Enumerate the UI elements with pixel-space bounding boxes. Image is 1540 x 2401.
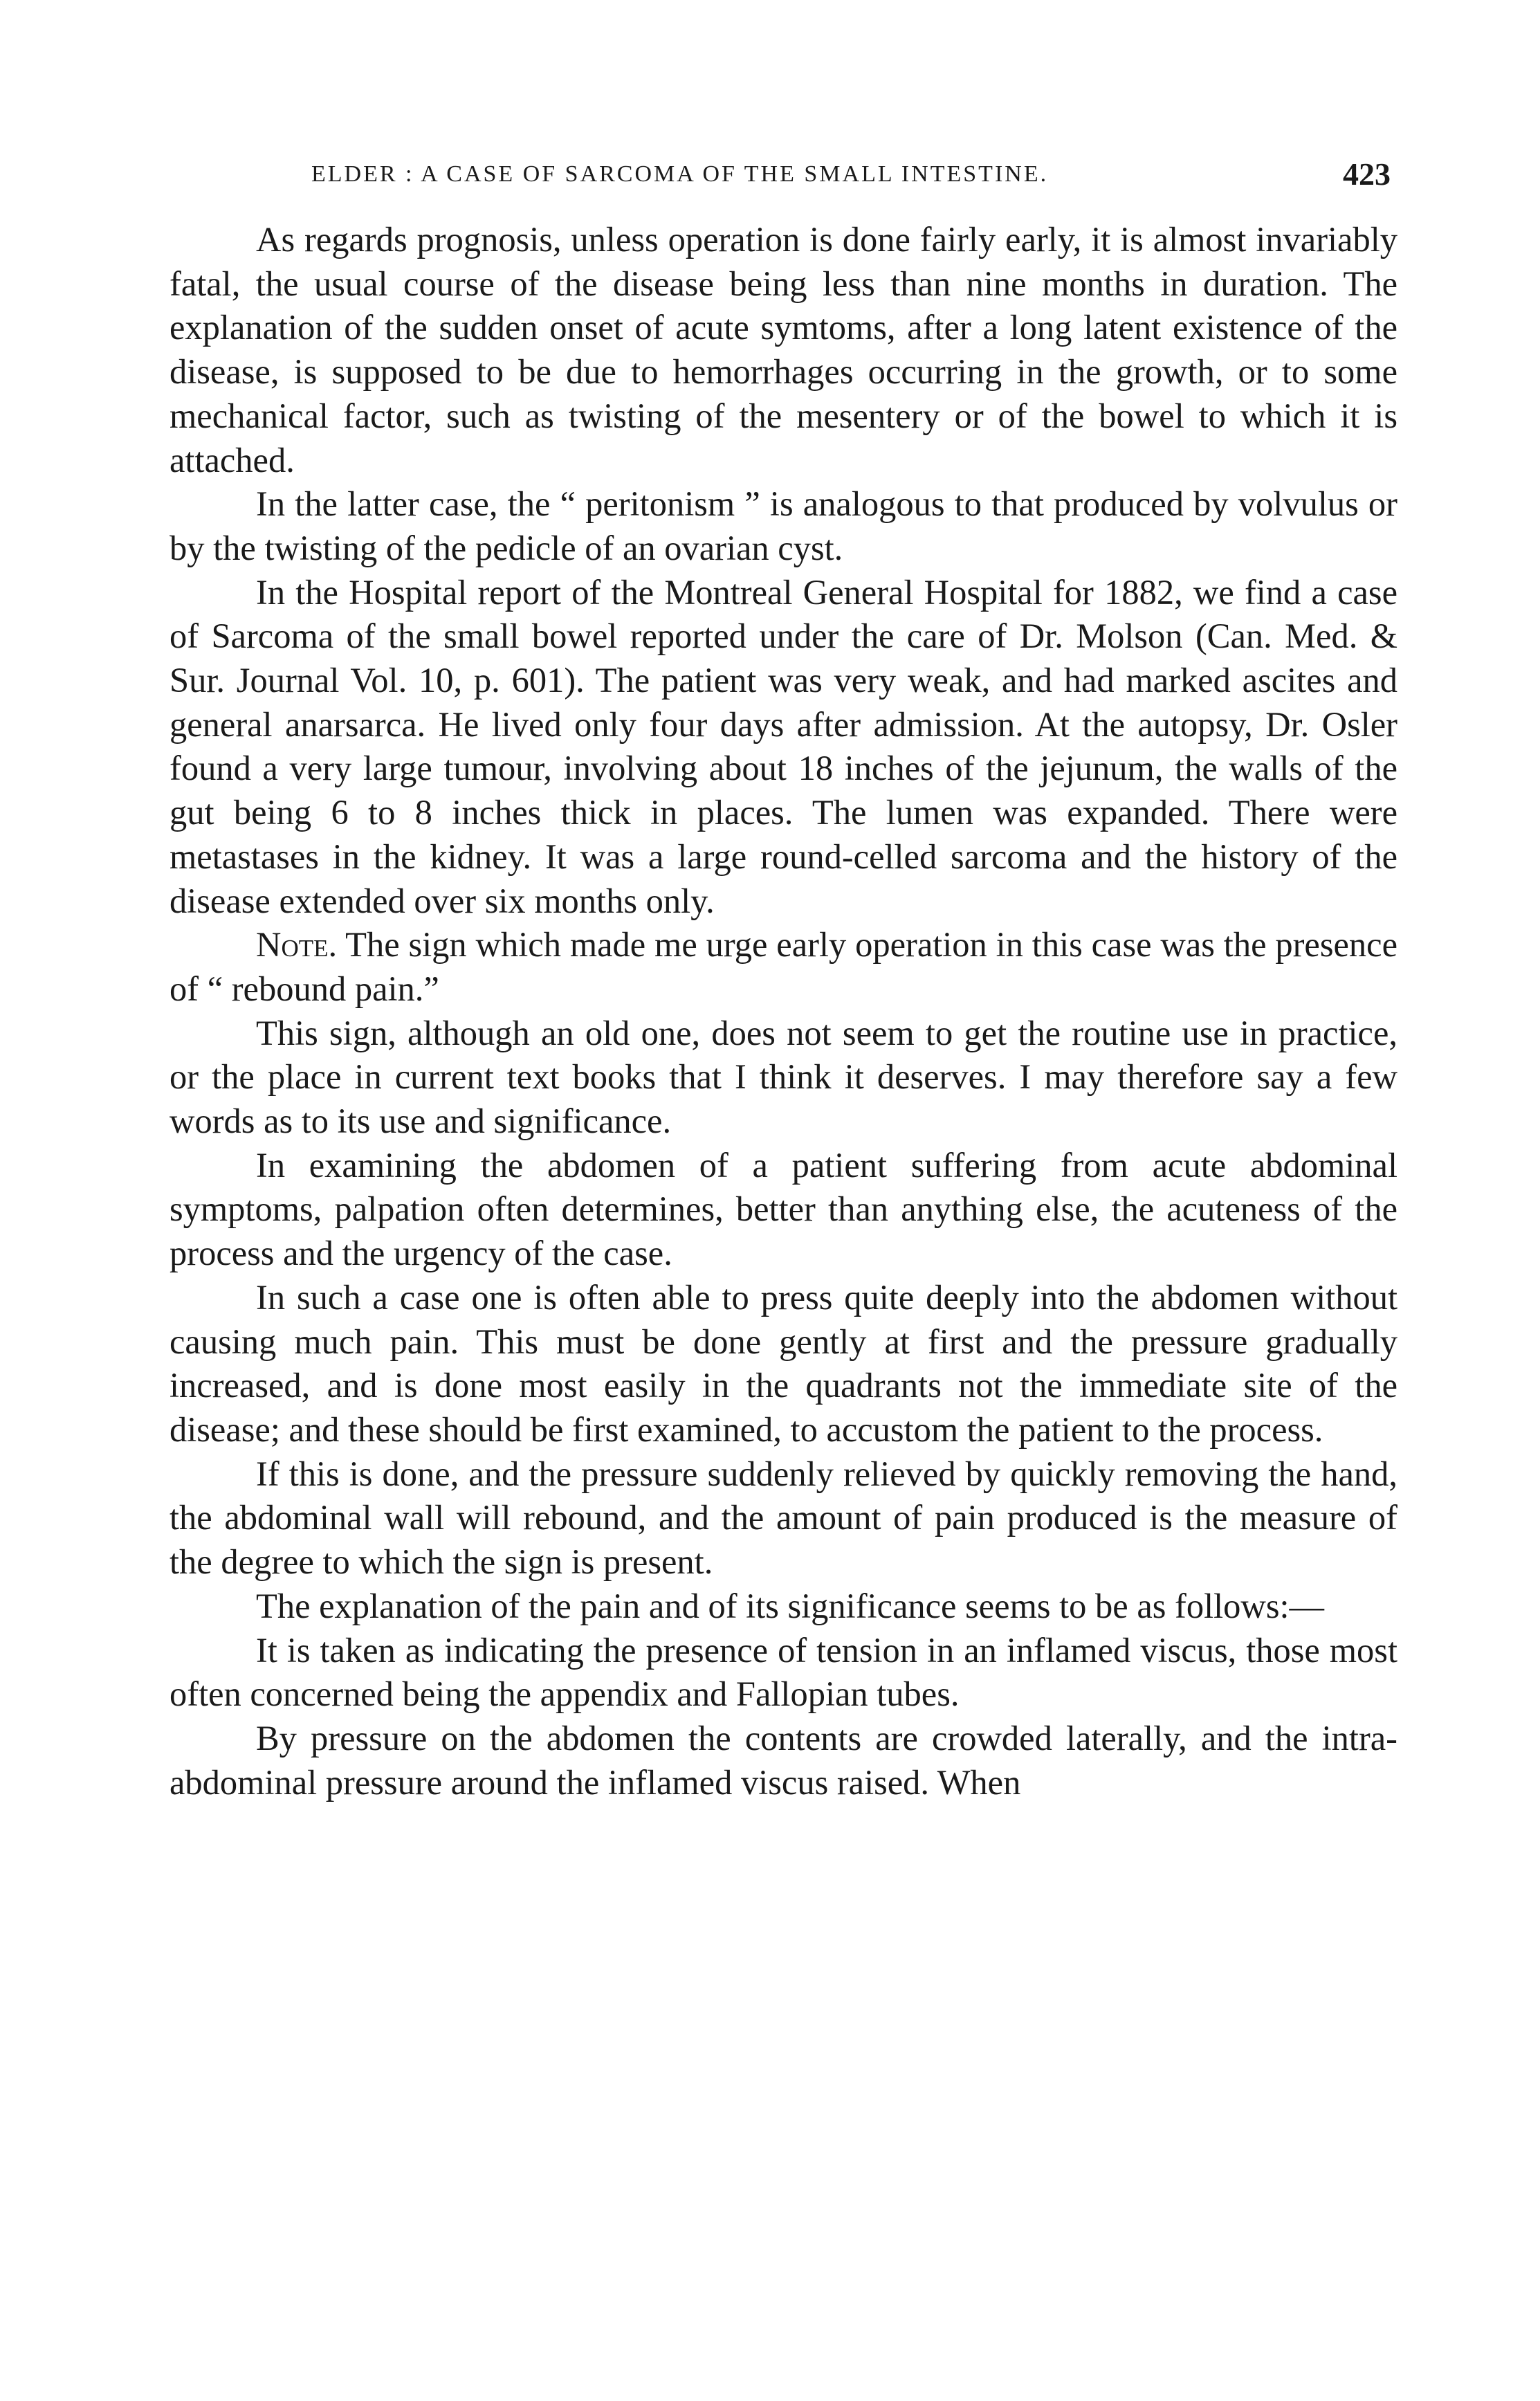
paragraph-explanation: The explanation of the pain and of its significance seems to be as follows:— [256, 1586, 1325, 1625]
paragraph-sign-use: This sign, although an old one, does not seem to get the routine use in practice, or the place in current text books that I think it deserves. I may therefore say a few words as to its use and significance. [169, 1013, 1397, 1141]
paragraph-hospital-report: In the Hospital report of the Montreal General Hospital for 1882, we find a case of Sarcoma of the small bowel reported under the care of Dr. Molson (Can. Med. & Sur. Journal Vol. 10, p. 601). The patient was very weak, and had marked ascites and general anarsarca. He lived only four days after admission. At the autopsy, Dr. Osler found a very large tumour, involving about 18 inches of the jejunum, the walls of the gut being 6 to 8 inches thick in places. The lumen was expanded. There were metastases in the kidney. It was a large round-celled sarcoma and the history of the disease extended over six months only. [169, 572, 1397, 920]
paragraph-tension: It is taken as indicating the presence of tension in an inflamed viscus, those most often concerned being the appendix and Fallopian tubes. [169, 1630, 1397, 1714]
note-lead: Note. [256, 925, 338, 965]
note-text: The sign which made me urge early operation in this case was the presence of “ rebound pain.” [169, 925, 1397, 1008]
page-number: 423 [1343, 156, 1391, 192]
paragraph-rebound: If this is done, and the pressure suddenly relieved by quickly removing the hand, the abdominal wall will rebound, and the amount of pain produced is the measure of the degree to which the sign is present. [169, 1454, 1397, 1582]
paragraph-note [169, 923, 1397, 1011]
running-title: ELDER : A CASE OF SARCOMA OF THE SMALL INTESTINE. [311, 161, 1049, 187]
paragraph-such-case: In such a case one is often able to press quite deeply into the abdomen without causing much pain. This must be done gently at first and the pressure gradually increased, and is done most easily in the quadrants not the immediate site of the disease; and these should be first examined, to accustom the patient to the process. [169, 1277, 1397, 1449]
page-header [173, 156, 1391, 204]
paragraph-pressure: By pressure on the abdomen the contents are crowded laterally, and the intra-abdominal pressure around the inflamed viscus raised. When [169, 1718, 1397, 1802]
paragraph-examining: In examining the abdomen of a patient suffering from acute abdominal symptoms, palpation often determines, better than anything else, the acuteness of the process and the urgency of the case. [169, 1145, 1397, 1273]
paragraph-peritonism: In the latter case, the “ peritonism ” is analogous to that produced by volvulus or by the twisting of the pedicle of an ovarian cyst. [169, 484, 1397, 567]
paragraph-prognosis: As regards prognosis, unless operation is done fairly early, it is almost invariably fatal, the usual course of the disease being less than nine months in duration. The explanation of the sudden onset of acute symtoms, after a long latent existence of the disease, is supposed to be due to hemorrhages occurring in the growth, or to some mechanical factor, such as twisting of the mesentery or of the bowel to which it is attached. [169, 220, 1397, 480]
body-text [169, 218, 1397, 1805]
